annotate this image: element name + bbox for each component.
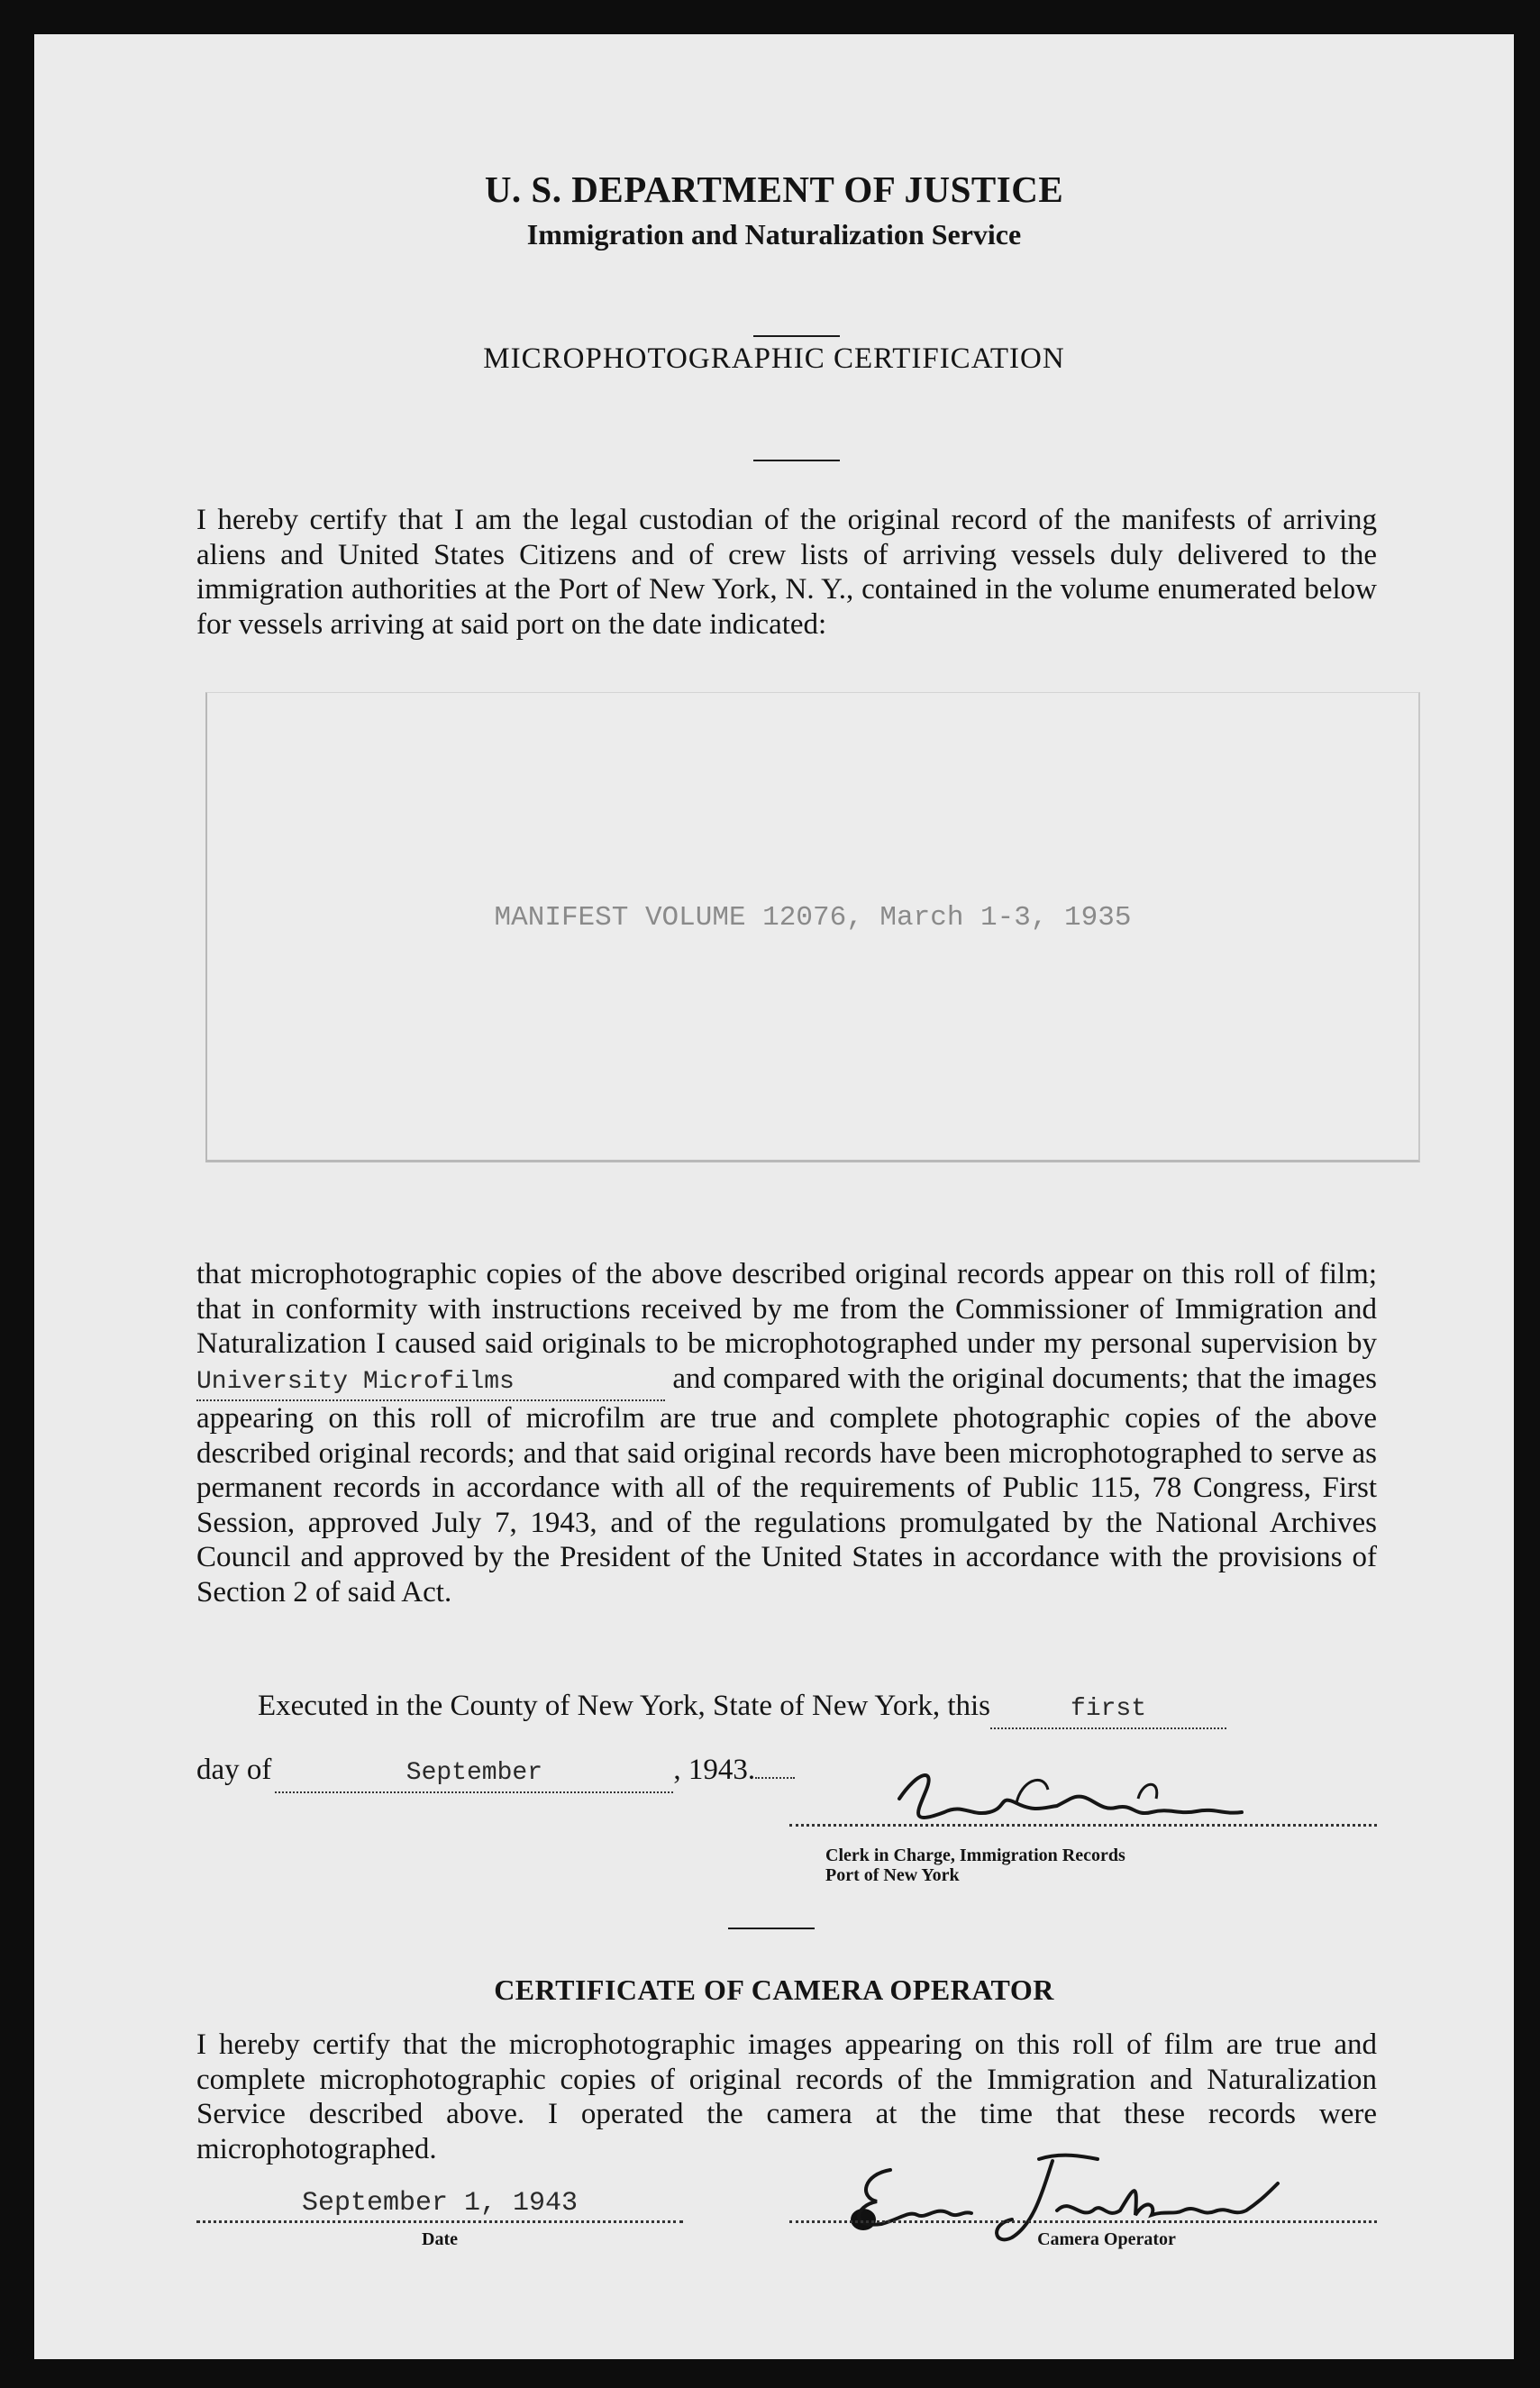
clerk-title-line1: Clerk in Charge, Immigration Records bbox=[825, 1846, 1125, 1865]
department-heading: U. S. DEPARTMENT OF JUSTICE bbox=[484, 169, 1064, 210]
custodian-paragraph: I hereby certify that I am the legal custodian of the original record of the manifests of arriving aliens and United States Citizens and of crew lists of arriving vessels duly delivered to the immigration authorities at the Port of New York, N. Y., contained in the volume enumerated below for vessels arriving at said port on the date indicated: bbox=[196, 504, 1377, 641]
execution-line bbox=[258, 1689, 1226, 1729]
camera-certificate-title: CERTIFICATE OF CAMERA OPERATOR bbox=[494, 1973, 1054, 2006]
divider-top bbox=[753, 335, 840, 337]
certification-title: MICROPHOTOGRAPHIC CERTIFICATION bbox=[483, 342, 1065, 375]
execution-prefix: Executed in the County of New York, State of New York, this bbox=[258, 1690, 991, 1722]
volume-box bbox=[205, 692, 1420, 1162]
divider-middle bbox=[753, 460, 840, 461]
divider-bottom bbox=[728, 1928, 815, 1929]
copies-paragraph bbox=[196, 1257, 1377, 1609]
camera-paragraph: I hereby certify that the microphotographic images appearing on this roll of film are true and complete microphotographic copies of original records of the Immigration and Naturalization Service described above. I operated the camera at the time that these records were microphotographed. bbox=[196, 2028, 1377, 2165]
supervisor-name: University Microfilms bbox=[196, 1367, 515, 1396]
date-signature-line bbox=[196, 2220, 683, 2223]
date-line bbox=[196, 1753, 795, 1793]
day-value: first bbox=[1071, 1695, 1147, 1723]
clerk-signature-line bbox=[789, 1824, 1377, 1827]
manifest-volume-text: MANIFEST VOLUME 12076, March 1-3, 1935 bbox=[494, 902, 1132, 934]
supervisor-field bbox=[196, 1362, 665, 1402]
day-field bbox=[990, 1689, 1226, 1729]
copies-paragraph-part1: that microphotographic copies of the above described original records appear on this roll of film; that in conformity with instructions received by me from the Commissioner of Immigration and Naturalization I caused said originals to be microphotographed under my personal supervision by bbox=[196, 1258, 1377, 1360]
year-value: , 1943. bbox=[673, 1754, 756, 1786]
date-label: Date bbox=[422, 2229, 458, 2249]
operator-signature-line bbox=[789, 2220, 1377, 2223]
service-subheading: Immigration and Naturalization Service bbox=[526, 218, 1022, 251]
copies-paragraph-part2: and compared with the original documents; that the images appearing on this roll of microfilm are true and complete photographic copies of the above described original records; and that said original records have been microphotographed to serve as permanent records in accordance with all of the requirements of Public 115, 78 Congress, First Session, approved July 7, 1943, and of the regulations promulgated by the National Archives Council and approved by the President of the United States in accordance with the provisions of Section 2 of said Act. bbox=[196, 1362, 1377, 1609]
operator-signature bbox=[827, 2134, 1332, 2242]
year-dots bbox=[755, 1777, 795, 1779]
month-field bbox=[275, 1753, 673, 1793]
operator-label: Camera Operator bbox=[1037, 2229, 1176, 2249]
day-of-label: day of bbox=[196, 1754, 272, 1786]
document-page bbox=[34, 34, 1514, 2359]
certificate-date: September 1, 1943 bbox=[301, 2188, 579, 2219]
clerk-title-line2: Port of New York bbox=[825, 1865, 960, 1885]
month-value: September bbox=[406, 1759, 542, 1787]
